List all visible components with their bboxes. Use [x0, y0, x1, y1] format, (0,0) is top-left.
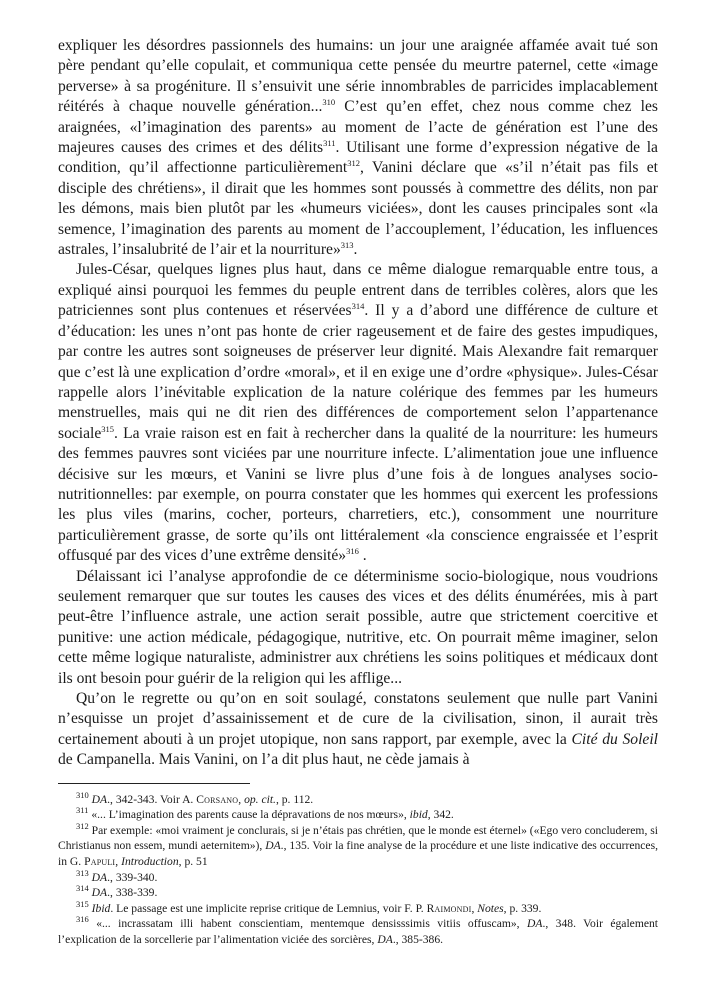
text-segment: ., 135. Voir la fine analyse de la procédure et une liste indicative des occurrences, in G. [58, 839, 658, 868]
footnote [58, 916, 658, 947]
footnote-number: 315 [76, 898, 89, 909]
footnote [58, 898, 658, 917]
text-segment: . [358, 547, 367, 565]
text-segment: DA [377, 932, 393, 946]
text-segment: «... incrassatam illi habent conscientiam, mentemque densisssimis vitiis offuscam», [96, 917, 527, 931]
text-segment: Corsano [196, 792, 239, 806]
text-segment: expliquer les désordres passionnels des humains: un jour une araignée affamée avait tué son père pendant qu’elle copulait, et communiqua cette pensée du meurtre paternel, cette «image perverse» à sa progéniture. Il s’ensuivit une série innombrables de parricides implacablement réitérés à chaque nouvelle génération... [58, 37, 658, 116]
paragraph [58, 567, 658, 689]
text-segment: ., 348. Voir également l’explication de la sorcellerie par l’alimentation viciée des sorcières, [58, 917, 659, 946]
text-segment: Par exemple: «moi vraiment je conclurais, si je n’étais pas chrétien, que le monde est éternel» («Ego vero concluderem, si Christianus non essem, mundi aeternitem»), [58, 823, 658, 853]
footnote-number: 316 [76, 914, 89, 925]
footnote [58, 820, 658, 870]
footnote-reference: 311 [323, 137, 336, 148]
text-segment: , p. 339. [503, 901, 542, 915]
footnote [58, 885, 658, 901]
text-segment: ., 339-340. [107, 870, 158, 884]
text-segment: DA [265, 839, 281, 853]
text-segment: DA [91, 870, 108, 884]
text-segment: op. cit. [244, 792, 276, 806]
text-segment: ., 338-339. [107, 886, 158, 900]
text-segment: . Il y a d’abord une différence de culture et d’éducation: les unes n’ont pas honte de crier rageusement et de faire des gestes impudiques, par contre les autres sont soigneuses de préserver leur dignité. Mais Alexandre fait remarquer que c’est là une explication d’ordre «moral», et il en exige une d’ordre «physique». Jules-César rappelle alors l’inévitable explication de la nature colérique des femmes par les humeurs menstruelles, mais qui ne dit rien des différences de comportement selon l’appartenance sociale [58, 302, 658, 442]
text-segment: DA [91, 886, 108, 900]
footnote-reference: 313 [340, 239, 354, 250]
text-segment: ibid [409, 808, 428, 822]
footnotes [58, 789, 659, 948]
text-segment: de Campanella. Mais Vanini, on l’a dit plus haut, ne cède jamais à [58, 751, 470, 769]
text-segment: , [471, 901, 478, 915]
footnote-number: 313 [76, 867, 89, 878]
text-segment: Jules-César, quelques lignes plus haut, dans ce même dialogue remarquable entre tous, a expliqué ainsi pourquoi les femmes du peuple entrent dans de terribles colères, alors que les patriciennes sont plus contenues et réservées [58, 261, 658, 320]
footnote-reference: 310 [322, 97, 336, 108]
text-segment: Papuli [84, 855, 116, 868]
body-text [58, 36, 658, 771]
text-segment: «... L’imagination des parents cause la dépravations de nos mœurs», [91, 808, 410, 822]
footnote [58, 807, 658, 823]
text-segment: ., 342-343. Voir A. [107, 792, 197, 806]
footnote-reference: 315 [101, 423, 115, 434]
text-segment: Introduction [121, 855, 179, 868]
text-segment: C’est qu’en effet, chez nous comme chez les araignées, «l’imagination des parents» au moment de l’acte de génération est l’une des majeures causes des crimes et des délits [58, 98, 658, 157]
book-page [58, 36, 658, 948]
footnote-separator [58, 783, 250, 784]
paragraph [58, 36, 658, 260]
text-segment: DA [526, 917, 543, 931]
text-segment: , p. 112. [275, 792, 314, 806]
text-segment: Ibid [91, 901, 111, 915]
text-segment: DA [91, 792, 108, 806]
text-segment: , [115, 855, 122, 868]
paragraph [58, 260, 658, 566]
text-segment: Délaissant ici l’analyse approfondie de ce déterminisme socio-biologique, nous voudrions seulement remarquer que sur toutes les causes des vices et des délits énumérées, mis à part peut-être l’influence astrale, une action serait possible, autre que strictement coercitive et punitive: une action médicale, pédagogique, nutritive, etc. On pourrait même imaginer, selon cette même logique naturaliste, administrer aux chrétiens les soins politiques et médicaux dont ils ont besoin pour guérir de la religion qui les afflige... [58, 567, 658, 687]
text-segment: , 342. [427, 808, 454, 822]
text-segment: , p. 51 [178, 855, 208, 868]
text-segment: ., 385-386. [392, 932, 444, 946]
text-segment: . Utilisant une forme d’expression négative de la condition, qu’il affectionne particulièrement [58, 139, 658, 177]
footnote-reference: 316 [346, 545, 359, 556]
footnote-number: 310 [76, 789, 89, 800]
text-segment: Qu’on le regrette ou qu’on en soit soulagé, constatons seulement que nulle part Vanini n’esquisse un projet d’assainissement et de cure de la civilisation, sinon, il aurait très certainement abouti à un projet utopique, non sans rapport, par exemple, avec la [58, 690, 658, 748]
footnote-number: 312 [76, 820, 89, 831]
text-segment: . La vraie raison est en fait à rechercher dans la qualité de la nourriture: les humeurs des femmes pauvres sont viciées par une nourriture infecte. L’alimentation joue une influence décisive sur les mœurs, et Vanini se livre plus d’une fois à de longues analyses socio-nutritionnelles: par exemple, on pourra constater que les hommes qui exercent les professions les plus viles (marins, cocher, porteurs, charretiers, etc.), consomment une nourriture particulièrement grasse, de sorte qu’ils ont littéralement «la conscience engraissée et l’esprit offusqué par des vices d’une extrême densité» [58, 424, 658, 565]
footnote [58, 789, 658, 808]
text-segment: . Le passage est une implicite reprise critique de Lemnius, voir F. P. [110, 901, 427, 915]
text-segment: Notes [477, 901, 504, 915]
footnote-number: 314 [76, 883, 89, 894]
footnote-number: 311 [76, 805, 89, 816]
text-segment: Cité du Soleil [571, 730, 658, 748]
paragraph [58, 689, 658, 771]
text-segment: , [238, 792, 245, 806]
footnote-reference: 312 [347, 158, 361, 169]
text-segment: . [353, 241, 358, 259]
footnote [58, 867, 658, 886]
text-segment: Raimondi [426, 901, 472, 915]
footnote-reference: 314 [351, 301, 365, 312]
text-segment: , Vanini déclare que «s’il n’était pas fils et disciple des chrétiens», il dirait que les hommes sont poussés à commettre des délits, non par les démons, mais bien plutôt par les «humeurs viciées», dont les causes principales sont «la semence, l’imagination des parents au moment de l’accouplement, l’éducation, les influences astrales, l’insalubrité de l’air et la nourriture» [58, 159, 659, 259]
